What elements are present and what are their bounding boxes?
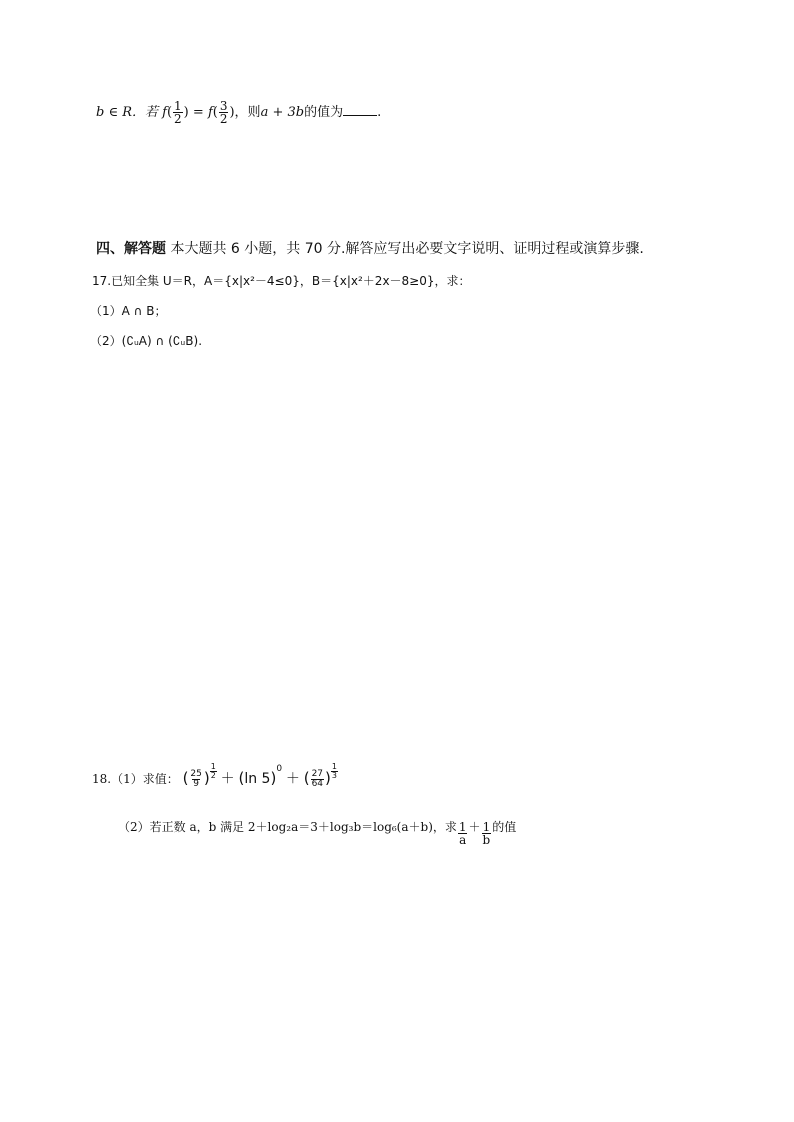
ln-5: ln 5 <box>244 771 271 787</box>
exponent-one-third <box>331 763 338 780</box>
section-header <box>96 238 644 258</box>
answer-blank[interactable] <box>343 105 377 116</box>
exp-den: 2 <box>210 771 216 780</box>
plus-sign: ＋ <box>220 771 235 787</box>
frac-den: a <box>459 833 467 847</box>
question-18-part1: 18.（1）求值： ( $\frac{25}{9}$ ) $\frac{1}{2}$ ＋ (ln 5)$^0$ ＋ ( $\frac{27}{64}$ ) $\frac{1}{3}$ <box>92 762 337 789</box>
text-b-in-r: b ∈ R．若 <box>96 105 158 120</box>
exp-den: 3 <box>331 771 337 780</box>
question-18-part2 <box>118 815 517 847</box>
fraction-1-a <box>458 821 468 846</box>
frac-num: 27 <box>311 769 324 779</box>
exp-num: 1 <box>331 762 337 771</box>
frac-den: 2 <box>174 112 182 126</box>
q18-part2-end: 的值 <box>492 820 517 834</box>
equals-sign: = <box>192 105 204 120</box>
frac-num: 25 <box>190 769 202 779</box>
q18-part2-text: （2）若正数 a，b 满足 2＋log₂a＝3＋log₃b＝log₆(a＋b)，求 <box>118 820 457 834</box>
question-17-stem: 17.已知全集 U＝R，A＝{x|x²－4≤0}，B＝{x|x²＋2x－8≥0}，求： <box>92 274 471 288</box>
fraction-25-9 <box>189 770 202 789</box>
frac-den: 9 <box>193 779 200 789</box>
question-17-part2: （2）(∁ᵤA) ∩ (∁ᵤB). <box>90 334 203 348</box>
text-value-is: 的值为 <box>304 105 344 120</box>
func-f: f <box>162 105 167 120</box>
frac-num: 3 <box>219 99 228 113</box>
fraction-three-halves <box>219 100 229 125</box>
text-then: ，则 <box>234 105 261 120</box>
fraction-one-half <box>173 100 183 125</box>
period: . <box>377 105 382 120</box>
frac-den: 64 <box>311 779 324 789</box>
exponent-one-half <box>210 763 217 780</box>
frac-den: b <box>482 833 491 847</box>
section-instructions: 本大题共 6 小题，共 70 分.解答应写出必要文字说明、证明过程或演算步骤. <box>166 241 644 257</box>
section-title: 四、解答题 <box>96 241 166 257</box>
expr-a-3b: a + 3b <box>260 105 305 120</box>
frac-num: 1 <box>482 820 491 834</box>
plus-sign-3: ＋ <box>468 820 481 834</box>
q18-label: 18.（1）求值： <box>92 772 179 786</box>
plus-sign-2: ＋ <box>285 771 300 787</box>
fraction-1-b <box>482 821 492 846</box>
question-17-part1: （1）A ∩ B； <box>90 304 167 318</box>
frac-num: 1 <box>458 820 467 834</box>
func-f-2: f <box>207 105 213 120</box>
exp-num: 1 <box>210 762 216 771</box>
frac-num: 1 <box>174 99 182 113</box>
exponent-zero: 0 <box>276 764 283 774</box>
fraction-27-64 <box>311 770 324 789</box>
frac-den: 2 <box>219 112 228 126</box>
line-continuation: b ∈ R．若 f( $\frac{1}{2}$ ) = f( $\frac{3}{2}$ )，则a + 3b的值为 . <box>96 99 382 126</box>
